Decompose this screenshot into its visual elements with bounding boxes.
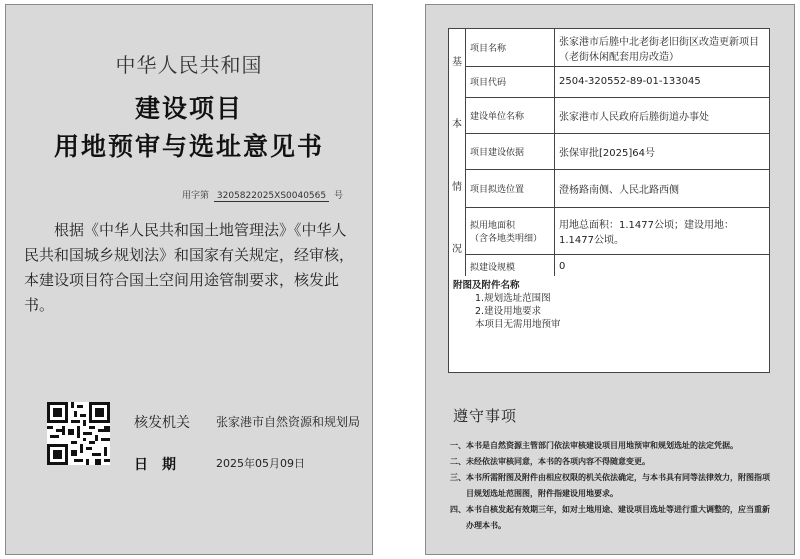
attachments-title: 附图及附件名称 <box>453 280 520 291</box>
certificate-detail-page <box>425 4 795 555</box>
basic-info-table <box>448 28 770 280</box>
notice-item <box>450 454 776 470</box>
certificate-body-text: 根据《中华人民共和国土地管理法》《中华人民共和国城乡规划法》和国家有关规定，经审核，本建设项目符合国土空间用途管制要求，核发此书。 <box>24 221 355 314</box>
notice-index: 四、 <box>450 505 466 514</box>
side-char: 基 <box>452 56 462 68</box>
row-label-basis: 项目建设依据 <box>466 133 555 169</box>
country-heading: 中华人民共和国 <box>115 53 263 77</box>
notice-index: 三、 <box>450 473 466 482</box>
row-label-project-name: 项目名称 <box>466 29 555 67</box>
notice-item <box>450 502 776 534</box>
side-char: 情 <box>452 181 462 193</box>
notice-item <box>450 438 776 454</box>
table-row <box>449 97 770 133</box>
table-row <box>449 67 770 97</box>
notice-index: 二、 <box>450 457 466 466</box>
document-title-line2: 用地预审与选址意见书 <box>53 132 324 161</box>
row-label-construction-unit: 建设单位名称 <box>466 97 555 133</box>
table-row <box>449 170 770 208</box>
row-value-project-name: 张家港市后塍中北老街老旧街区改造更新项目（老街休闲配套用房改造） <box>555 29 770 67</box>
basic-info-side-label <box>449 29 466 280</box>
row-value-project-code: 2504-320552-89-01-133045 <box>555 67 770 97</box>
row-value-location: 澄杨路南侧、人民北路西侧 <box>555 170 770 208</box>
notice-list <box>450 438 776 534</box>
attachment-item: 2.建设用地要求 <box>475 306 542 317</box>
notice-item <box>450 470 776 502</box>
side-char: 本 <box>452 119 462 131</box>
serial-number-line <box>182 188 343 202</box>
attachments-box <box>448 276 770 373</box>
row-label-location: 项目拟选位置 <box>466 170 555 208</box>
table-row <box>449 29 770 67</box>
qr-code-icon <box>47 402 110 465</box>
table-row <box>449 208 770 254</box>
document-title-line1: 建设项目 <box>134 94 243 123</box>
notice-text: 本书自核发起有效期三年，如对土地用途、建设项目选址等进行重大调整的，应当重新办理本书。 <box>466 505 770 530</box>
row-value-scale: 0 <box>555 254 770 279</box>
table-row <box>449 133 770 169</box>
row-value-construction-unit: 张家港市人民政府后塍街道办事处 <box>555 97 770 133</box>
notice-index: 一、 <box>450 441 466 450</box>
serial-suffix: 号 <box>334 191 344 201</box>
serial-prefix: 用字第 <box>182 191 210 201</box>
issuing-authority-value: 张家港市自然资源和规划局 <box>216 415 361 429</box>
issue-date-value: 2025年05月09日 <box>216 457 305 470</box>
notice-text: 未经依法审核同意，本书的各项内容不得随意变更。 <box>466 457 650 466</box>
notice-text: 本书是自然资源主管部门依法审核建设项目用地预审和规划选址的法定凭据。 <box>466 441 738 450</box>
row-label-land-area: 拟用地面积 （含各地类明细） <box>466 208 555 254</box>
row-value-land-area: 用地总面积：1.1477公顷；建设用地：1.1477公顷。 <box>555 208 770 254</box>
notice-text: 本书所需附图及附件由相应权限的机关依法确定，与本书具有同等法律效力，附图指项目规划选址范围图，附件指建设用地要求。 <box>466 473 770 498</box>
notice-heading: 遵守事项 <box>453 407 518 425</box>
side-char: 况 <box>452 244 462 256</box>
issuing-authority-label: 核发机关 <box>134 415 190 431</box>
row-label-project-code: 项目代码 <box>466 67 555 97</box>
serial-number: 3205822025XS0040565 <box>214 191 329 202</box>
row-label-scale: 拟建设规模 <box>466 254 555 279</box>
issue-date-label: 日期 <box>134 457 190 473</box>
attachment-item: 1.规划选址范围图 <box>475 293 551 304</box>
certificate-cover-page <box>5 4 373 555</box>
attachments-note: 本项目无需用地预审 <box>475 319 561 330</box>
row-value-basis: 张保审批[2025]64号 <box>555 133 770 169</box>
